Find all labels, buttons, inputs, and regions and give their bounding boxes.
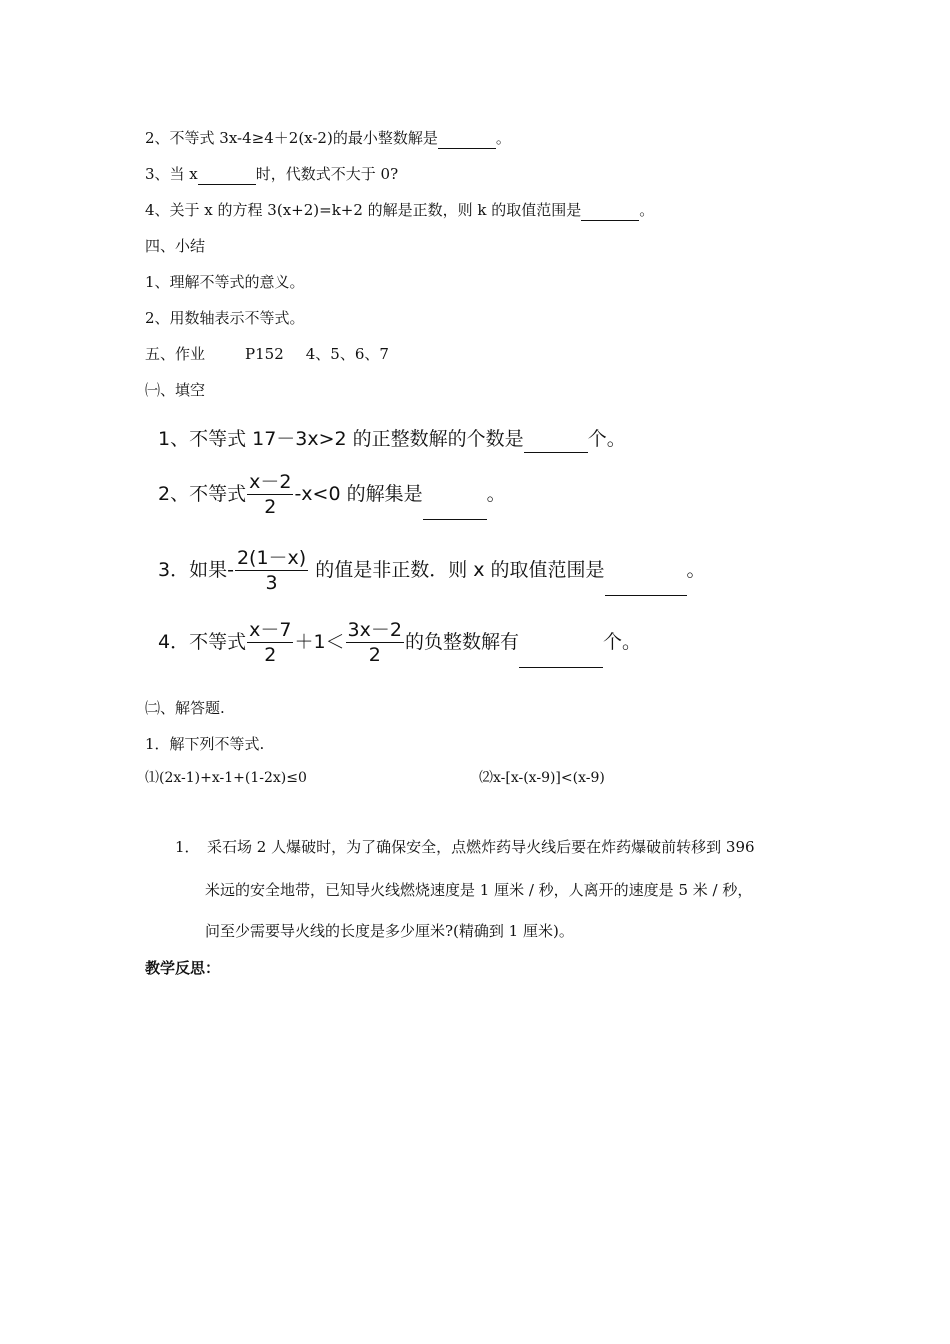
fraction <box>346 618 404 667</box>
fraction <box>247 470 293 519</box>
question-text: 4．不等式 <box>158 631 247 653</box>
fill-question-4 <box>158 617 641 668</box>
answer-blank <box>423 469 487 520</box>
word-problem-line: 问至少需要导火线的长度是多少厘米?(精确到 1 厘米)。 <box>205 922 574 940</box>
fill-question-1 <box>158 426 626 453</box>
question-text: 的值是非正数．则 x 的取值范围是 <box>315 559 605 581</box>
punct: 。 <box>686 559 706 581</box>
summary-heading: 四、小结 <box>145 237 206 255</box>
punct: 。 <box>639 201 655 219</box>
fill-question-2 <box>158 469 506 520</box>
numerator: 3x－2 <box>347 619 402 641</box>
denominator: 2 <box>368 644 381 666</box>
question-text: -x<0 的解集是 <box>294 483 423 505</box>
denominator: 2 <box>264 496 277 518</box>
teaching-reflection: 教学反思： <box>145 959 221 977</box>
answer-blank <box>581 200 639 221</box>
denominator: 3 <box>265 572 278 594</box>
question-text: 的负整数解有 <box>404 631 519 653</box>
question-3 <box>145 164 398 185</box>
punct: 。 <box>495 129 511 147</box>
summary-item: 2、用数轴表示不等式。 <box>145 309 305 327</box>
question-text-tail: 个。 <box>602 631 641 653</box>
homework-line <box>145 344 389 364</box>
question-text: 3．如果- <box>158 559 234 581</box>
numerator: x－7 <box>249 619 292 641</box>
punct: 。 <box>486 483 506 505</box>
fraction <box>247 618 293 667</box>
question-text-tail: 个。 <box>587 428 626 450</box>
question-text: 2、不等式 <box>158 483 247 505</box>
question-2 <box>145 128 511 149</box>
question-text: 4、关于 x 的方程 3(x+2)=k+2 的解是正数，则 k 的取值范围是 <box>145 201 582 219</box>
answer-blank <box>438 128 496 149</box>
fill-heading: ㈠、填空 <box>145 381 206 399</box>
numerator: 2(1－x) <box>236 547 307 569</box>
answer-blank <box>605 545 687 596</box>
question-text: 1、不等式 17－3x>2 的正整数解的个数是 <box>158 428 524 450</box>
solve-heading: ㈡、解答题. <box>145 699 225 717</box>
solve-question-1: 1．解下列不等式. <box>145 735 265 753</box>
answer-blank <box>519 617 603 668</box>
numerator: x－2 <box>249 471 292 493</box>
homework-page: P152 <box>245 345 284 363</box>
summary-item: 1、理解不等式的意义。 <box>145 273 305 291</box>
word-problem-line: 1． 采石场 2 人爆破时，为了确保安全，点燃炸药导火线后要在炸药爆破前转移到 396 <box>175 838 755 856</box>
fill-question-3 <box>158 545 706 596</box>
homework-problems: 4、5、6、7 <box>305 345 389 363</box>
answer-blank <box>198 164 256 185</box>
word-problem-line: 米远的安全地带，已知导火线燃烧速度是 1 厘米 / 秒，人离开的速度是 5 米 / 秒， <box>205 881 753 899</box>
fraction <box>235 546 308 595</box>
question-text: 3、当 x <box>145 165 198 183</box>
inequality-1: ⑴(2x-1)+x-1+(1-2x)≤0 <box>145 770 307 786</box>
question-text-tail: 时，代数式不大于 0? <box>255 165 399 183</box>
question-4 <box>145 200 654 221</box>
answer-blank <box>524 426 588 453</box>
inequality-2: ⑵x-[x-(x-9)]<(x-9) <box>479 770 605 786</box>
homework-label: 五、作业 <box>145 345 206 363</box>
question-text: 2、不等式 3x-4≥4＋2(x-2)的最小整数解是 <box>145 129 438 147</box>
question-text: ＋1＜ <box>294 631 345 653</box>
denominator: 2 <box>264 644 277 666</box>
